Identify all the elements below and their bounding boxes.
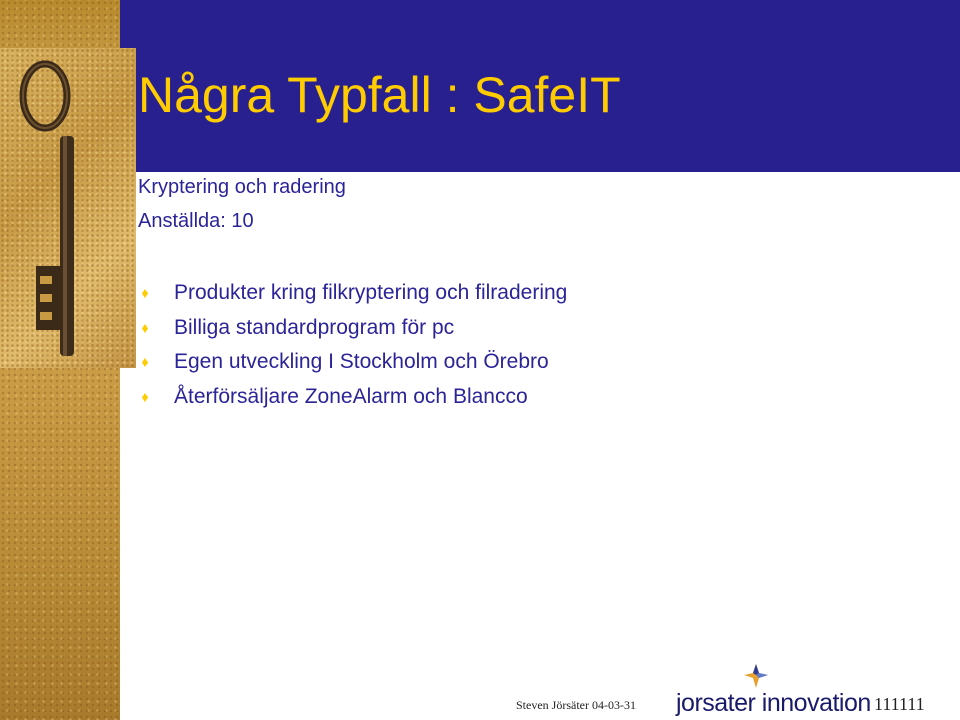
page-number: 111111 — [874, 694, 925, 714]
star-logo-icon — [740, 662, 772, 690]
subtitle-topic: Kryptering och radering — [138, 176, 346, 198]
bullet-item — [140, 349, 567, 384]
bullet-list — [140, 280, 567, 418]
company-logo: jorsater innovation — [676, 689, 871, 717]
diamond-icon — [142, 289, 148, 298]
bullet-text: Produkter kring filkryptering och filradering — [174, 281, 568, 304]
bullet-item — [140, 384, 567, 419]
bullet-text: Egen utveckling I Stockholm och Örebro — [174, 350, 549, 373]
bullet-text: Återförsäljare ZoneAlarm och Blancco — [174, 384, 528, 408]
diamond-icon — [142, 324, 148, 333]
bullet-item — [140, 280, 567, 315]
diamond-icon — [142, 358, 148, 367]
slide-title: Några Typfall : SafeIT — [138, 67, 621, 123]
bullet-text: Billiga standardprogram för pc — [174, 315, 455, 339]
bullet-item — [140, 315, 567, 350]
diamond-icon — [142, 393, 148, 402]
subtitle-employees: Anställda: 10 — [138, 210, 254, 232]
key-image — [0, 48, 136, 368]
footer-author-date: Steven Jörsäter 04-03-31 — [516, 698, 636, 712]
key-icon — [0, 48, 136, 368]
